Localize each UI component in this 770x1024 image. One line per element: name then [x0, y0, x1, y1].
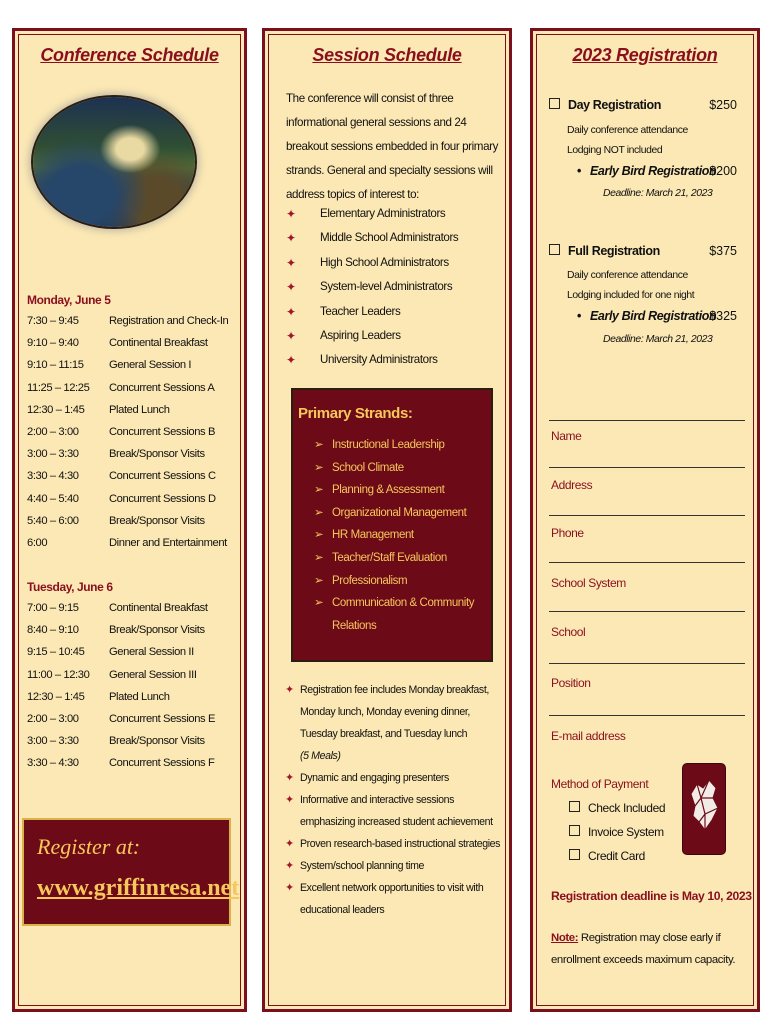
four-point-star-icon: ✦ — [285, 882, 294, 894]
strand-item — [314, 457, 490, 480]
monday-heading: Monday, June 5 — [27, 293, 111, 307]
session-time: 4:40 – 5:40 — [27, 492, 79, 505]
venue-photo — [33, 97, 195, 227]
session-event: Concurrent Sessions C — [109, 470, 216, 483]
schedule-row — [27, 448, 242, 470]
registration-panel — [530, 28, 760, 1012]
day-registration-option[interactable]: Day Registration — [549, 98, 661, 112]
session-time: 8:40 – 9:10 — [27, 624, 79, 637]
schedule-row — [27, 735, 242, 757]
schedule-row — [27, 757, 242, 779]
strand-label: HR Management — [332, 529, 414, 542]
session-time: 11:25 – 12:25 — [27, 381, 90, 394]
four-point-star-icon: ✦ — [286, 207, 296, 221]
strands-title: Primary Strands: — [298, 405, 413, 422]
session-event: Continental Breakfast — [109, 602, 208, 614]
benefit-text: Dynamic and engaging presenters — [300, 772, 449, 784]
session-time: 9:10 – 11:15 — [27, 359, 84, 372]
form-field-label: Phone — [551, 526, 584, 540]
checkbox-icon[interactable] — [549, 244, 560, 255]
four-point-star-icon: ✦ — [285, 860, 294, 872]
arrow-bullet-icon: ➢ — [314, 529, 324, 542]
payment-option[interactable] — [569, 801, 665, 815]
session-event: Concurrent Sessions E — [109, 712, 216, 725]
arrow-bullet-icon: ➢ — [314, 597, 324, 610]
benefit-subtext: (5 Meals) — [300, 750, 341, 762]
session-event: Plated Lunch — [109, 403, 170, 416]
strand-item — [314, 434, 490, 457]
session-event: Concurrent Sessions A — [109, 381, 215, 394]
four-point-star-icon: ✦ — [285, 684, 294, 696]
session-time: 3:30 – 4:30 — [27, 757, 79, 770]
form-input-line[interactable] — [549, 420, 745, 421]
session-time: 7:00 – 9:15 — [27, 602, 79, 614]
session-schedule-panel — [262, 28, 512, 1012]
form-field-label: School System — [551, 576, 626, 590]
form-input-line[interactable] — [549, 562, 745, 563]
schedule-row — [27, 713, 242, 735]
schedule-row — [27, 359, 242, 381]
strand-item — [314, 547, 490, 570]
arrow-bullet-icon: ➢ — [314, 551, 324, 564]
form-input-line[interactable] — [549, 467, 745, 468]
four-point-star-icon: ✦ — [285, 772, 294, 784]
session-time: 5:40 – 6:00 — [27, 514, 79, 527]
audience-label: Middle School Administrators — [320, 231, 459, 245]
session-event: Break/Sponsor Visits — [109, 514, 205, 527]
monday-schedule — [27, 315, 242, 559]
audience-label: Elementary Administrators — [320, 207, 446, 220]
strand-label: Communication & Community Relations — [332, 597, 475, 632]
audience-item — [286, 305, 458, 329]
checkbox-icon[interactable] — [569, 825, 580, 836]
session-event: Continental Breakfast — [109, 337, 208, 350]
panel-title: 2023 Registration — [572, 45, 718, 65]
strand-label: Organizational Management — [332, 506, 467, 519]
arrow-bullet-icon: ➢ — [314, 484, 324, 497]
schedule-row — [27, 646, 242, 668]
audience-label: High School Administrators — [320, 255, 449, 269]
session-time: 6:00 — [27, 536, 48, 549]
strand-label: Planning & Assessment — [332, 484, 445, 497]
session-time: 2:00 – 3:00 — [27, 425, 79, 438]
session-event: Plated Lunch — [109, 690, 170, 703]
audience-item — [286, 256, 458, 280]
session-event: Concurrent Sessions D — [109, 492, 216, 505]
benefit-text: Registration fee includes Monday breakfast, Monday lunch, Monday evening dinner, Tuesday breakfast, and Tuesday lunch — [300, 684, 489, 740]
audience-item — [286, 231, 458, 255]
day-note: Daily conference attendance Lodging NOT included — [567, 125, 688, 156]
benefit-item — [285, 789, 507, 833]
tuesday-heading: Tuesday, June 6 — [27, 580, 113, 594]
panel-title: Conference Schedule — [40, 45, 219, 65]
capacity-note: Note: Registration may close early if enrollment exceeds maximum capacity. — [551, 932, 736, 966]
session-event: Registration and Check-In — [109, 315, 229, 327]
session-time: 3:30 – 4:30 — [27, 470, 79, 483]
strands-list — [314, 434, 490, 637]
four-point-star-icon: ✦ — [286, 280, 296, 295]
strand-item — [314, 502, 490, 525]
strand-label: Professionalism — [332, 574, 408, 587]
form-input-line[interactable] — [549, 515, 745, 516]
schedule-row — [27, 315, 242, 337]
session-event: Dinner and Entertainment — [109, 536, 227, 549]
primary-strands-box — [291, 388, 493, 662]
four-point-star-icon: ✦ — [286, 255, 296, 270]
session-event: General Session III — [109, 668, 197, 681]
registration-deadline: Registration deadline is May 10, 2023 — [551, 889, 752, 903]
form-input-line[interactable] — [549, 663, 745, 664]
audience-label: Aspiring Leaders — [320, 328, 401, 342]
register-box — [22, 818, 240, 926]
tuesday-schedule — [27, 602, 242, 780]
benefit-item — [285, 855, 507, 877]
benefit-text: Proven research-based instructional strategies — [300, 838, 501, 850]
panel-title: Session Schedule — [312, 45, 462, 65]
strand-item — [314, 592, 490, 637]
benefit-text: System/school planning time — [300, 860, 425, 872]
schedule-row — [27, 669, 242, 691]
audience-label: Teacher Leaders — [320, 304, 401, 318]
day-price: $250 — [709, 98, 737, 112]
form-field-label: E-mail address — [551, 729, 626, 743]
session-time: 12:30 – 1:45 — [27, 690, 85, 703]
form-field-label: School — [551, 625, 586, 639]
form-field-label: Address — [551, 478, 593, 492]
audience-item — [286, 207, 458, 231]
day-early-price: $200 — [709, 164, 737, 178]
strand-item — [314, 524, 490, 547]
intro-text: The conference will consist of three informational general sessions and 24 breakout sessions embedded in four primary strands. General and specialty sessions will address topics of interest to: — [286, 92, 498, 201]
schedule-row — [27, 382, 242, 404]
four-point-star-icon: ✦ — [286, 304, 296, 319]
full-early-price: $325 — [709, 309, 737, 323]
conference-schedule-panel — [12, 28, 247, 1012]
full-note: Daily conference attendance Lodging included for one night — [567, 270, 695, 301]
schedule-row — [27, 470, 242, 492]
schedule-row — [27, 404, 242, 426]
four-point-star-icon: ✦ — [286, 231, 296, 246]
session-event: General Session I — [109, 359, 192, 372]
benefits-list — [285, 679, 507, 921]
schedule-row — [27, 337, 242, 359]
arrow-bullet-icon: ➢ — [314, 506, 324, 519]
payment-option-label: Check Included — [588, 801, 666, 815]
session-time: 7:30 – 9:45 — [27, 315, 79, 327]
schedule-row — [27, 624, 242, 646]
schedule-row — [27, 691, 242, 713]
audience-label: System-level Administrators — [320, 280, 453, 294]
schedule-row — [27, 515, 242, 537]
four-point-star-icon: ✦ — [285, 794, 294, 806]
payment-option-label: Invoice System — [588, 825, 664, 839]
school-logo-icon — [683, 764, 725, 854]
payment-option[interactable] — [569, 849, 645, 863]
benefit-item — [285, 767, 507, 789]
audience-item — [286, 353, 458, 377]
session-event: General Session II — [109, 646, 194, 659]
day-early-bird: • Early Bird Registration — [577, 164, 717, 178]
checkbox-icon[interactable] — [549, 98, 560, 109]
four-point-star-icon: ✦ — [286, 328, 296, 343]
full-price: $375 — [709, 244, 737, 258]
session-time: 3:00 – 3:30 — [27, 448, 79, 461]
session-time: 11:00 – 12:30 — [27, 668, 90, 681]
schedule-row — [27, 493, 242, 515]
full-registration-option[interactable]: Full Registration — [549, 244, 660, 258]
form-field-label: Position — [551, 676, 591, 690]
payment-option[interactable] — [569, 825, 664, 839]
session-time: 3:00 – 3:30 — [27, 735, 79, 748]
strand-item — [314, 479, 490, 502]
four-point-star-icon: ✦ — [285, 838, 294, 850]
strand-label: Teacher/Staff Evaluation — [332, 551, 447, 564]
session-event: Break/Sponsor Visits — [109, 624, 205, 637]
full-early-bird: • Early Bird Registration — [577, 309, 717, 323]
register-link[interactable]: www.griffinresa.net — [37, 875, 240, 901]
arrow-bullet-icon: ➢ — [314, 574, 324, 587]
audience-list — [286, 207, 458, 378]
benefit-item — [285, 877, 507, 921]
audience-item — [286, 329, 458, 353]
strand-label: School Climate — [332, 461, 404, 474]
session-time: 2:00 – 3:00 — [27, 712, 79, 725]
schedule-row — [27, 602, 242, 624]
session-event: Break/Sponsor Visits — [109, 735, 205, 748]
form-field-label: Name — [551, 429, 582, 443]
full-deadline: Deadline: March 21, 2023 — [603, 334, 713, 345]
benefit-text: Informative and interactive sessions emphasizing increased student achievement — [300, 794, 493, 828]
session-time: 12:30 – 1:45 — [27, 403, 85, 416]
arrow-bullet-icon: ➢ — [314, 439, 324, 451]
strand-label: Instructional Leadership — [332, 439, 445, 451]
session-event: Break/Sponsor Visits — [109, 448, 205, 461]
checkbox-icon[interactable] — [569, 849, 580, 860]
audience-item — [286, 280, 458, 304]
session-time: 9:10 – 9:40 — [27, 337, 79, 350]
session-event: Concurrent Sessions B — [109, 425, 216, 438]
day-deadline: Deadline: March 21, 2023 — [603, 188, 713, 199]
four-point-star-icon: ✦ — [286, 353, 296, 368]
benefit-item — [285, 833, 507, 855]
schedule-row — [27, 537, 242, 559]
register-label: Register at: — [37, 834, 141, 859]
strand-item — [314, 570, 490, 593]
session-event: Concurrent Sessions F — [109, 757, 215, 770]
session-time: 9:15 – 10:45 — [27, 646, 85, 659]
payment-heading: Method of Payment — [551, 777, 649, 791]
audience-label: University Administrators — [320, 353, 438, 367]
benefit-text: Excellent network opportunities to visit with educational leaders — [300, 882, 484, 916]
arrow-bullet-icon: ➢ — [314, 461, 324, 474]
form-input-line[interactable] — [549, 611, 745, 612]
benefit-item — [285, 679, 507, 767]
payment-option-label: Credit Card — [588, 849, 645, 863]
form-input-line[interactable] — [549, 715, 745, 716]
checkbox-icon[interactable] — [569, 801, 580, 812]
schedule-row — [27, 426, 242, 448]
